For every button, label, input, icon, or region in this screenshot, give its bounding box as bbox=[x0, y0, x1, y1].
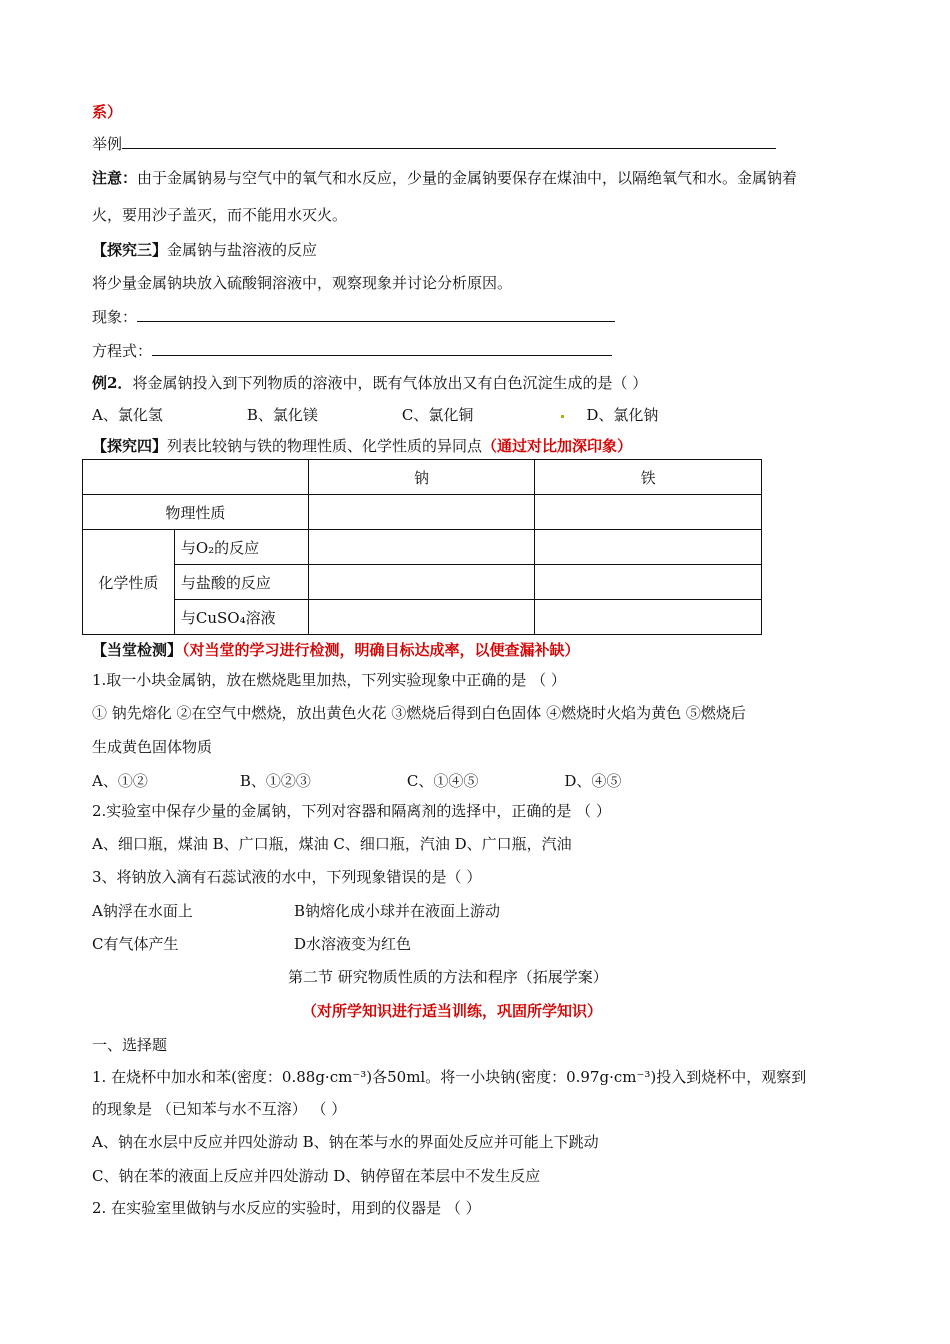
check-q1-option-a: A、①② bbox=[92, 772, 148, 790]
check-q1-option-c: C、①④⑤ bbox=[406, 772, 479, 790]
explore4-title bbox=[92, 436, 632, 456]
section2-q1-line2: 的现象是 （已知苯与水不互溶） （ ） bbox=[92, 1100, 347, 1118]
table-header-fe: 铁 bbox=[535, 460, 762, 495]
table-cell-fe-hcl[interactable] bbox=[535, 565, 762, 600]
check-q2-options: A、细口瓶，煤油 B、广口瓶，煤油 C、细口瓶，汽油 D、广口瓶，汽油 bbox=[92, 835, 572, 853]
note-text-1: 由于金属钠易与空气中的氧气和水反应，少量的金属钠要保存在煤油中，以隔绝氧气和水。金属钠着 bbox=[137, 169, 798, 187]
explore3-title-text: 金属钠与盐溶液的反应 bbox=[167, 241, 318, 259]
table-cell-fe-o2[interactable] bbox=[535, 530, 762, 565]
table-header-row bbox=[83, 460, 762, 495]
section2-title: 第二节 研究物质性质的方法和程序（拓展学案） bbox=[288, 968, 608, 986]
table-row-o2 bbox=[83, 530, 762, 565]
decorative-dot bbox=[561, 415, 564, 418]
example2-option-a: A、氯化氢 bbox=[92, 406, 163, 424]
phenomenon-label: 现象： bbox=[92, 308, 138, 326]
check-q3-option-a: A钠浮在水面上 bbox=[92, 902, 193, 920]
table-cell-na-hcl[interactable] bbox=[308, 565, 535, 600]
check-q1-option-b: B、①②③ bbox=[239, 772, 311, 790]
explore3-title bbox=[92, 240, 317, 260]
note-line-1 bbox=[92, 168, 797, 188]
check-q1-option-d: D、④⑤ bbox=[564, 772, 622, 790]
example2-option-b: B、氯化镁 bbox=[246, 406, 318, 424]
example-label: 举例 bbox=[92, 135, 123, 153]
example2-option-d: D、氯化钠 bbox=[586, 406, 659, 424]
table-o2-label: 与O₂的反应 bbox=[174, 530, 308, 565]
example-line bbox=[92, 134, 776, 154]
check-q3-option-d: D水溶液变为红色 bbox=[294, 935, 412, 953]
table-cuso4-label: 与CuSO₄溶液 bbox=[174, 600, 308, 635]
table-cell-na-physical[interactable] bbox=[308, 495, 535, 530]
check-q3-ab bbox=[92, 901, 500, 921]
table-hcl-label: 与盐酸的反应 bbox=[174, 565, 308, 600]
section2-subtitle: （对所学知识进行适当训练，巩固所学知识） bbox=[302, 1002, 603, 1020]
table-chemical-label: 化学性质 bbox=[83, 530, 175, 635]
check-q1-items-1: ① 钠先熔化 ②在空气中燃烧，放出黄色火花 ③燃烧后得到白色固体 ④燃烧时火焰为黄色 ⑤燃烧后 bbox=[92, 704, 746, 722]
check-q3-cd bbox=[92, 934, 411, 954]
section2-q1-options-2: C、钠在苯的液面上反应并四处游动 D、钠停留在苯层中不发生反应 bbox=[92, 1167, 541, 1185]
explore4-title-text: 列表比较钠与铁的物理性质、化学性质的异同点 bbox=[167, 437, 483, 455]
check-title bbox=[92, 640, 580, 660]
equation-label: 方程式： bbox=[92, 342, 153, 360]
phenomenon-blank[interactable] bbox=[137, 307, 615, 322]
example2-option-c: C、氯化铜 bbox=[401, 406, 474, 424]
section2-q1-line1: 1. 在烧杯中加水和苯(密度：0.88g·cm⁻³)各50ml。将一小块钠(密度：0.97g·cm⁻³)投入到烧杯中，观察到 bbox=[92, 1068, 807, 1086]
equation-blank[interactable] bbox=[152, 341, 612, 356]
table-physical-label: 物理性质 bbox=[83, 495, 309, 530]
check-note: （对当堂的学习进行检测，明确目标达成率，以便查漏补缺） bbox=[182, 641, 580, 659]
table-cell-na-cuso4[interactable] bbox=[308, 600, 535, 635]
explore3-bracket: 【探究三】 bbox=[92, 241, 168, 259]
check-q3: 3、将钠放入滴有石蕊试液的水中，下列现象错误的是（ ） bbox=[92, 868, 482, 886]
section2-q2: 2. 在实验室里做钠与水反应的实验时，用到的仪器是 （ ） bbox=[92, 1199, 481, 1217]
check-q3-option-c: C有气体产生 bbox=[92, 935, 179, 953]
table-header-na: 钠 bbox=[308, 460, 535, 495]
table-corner-cell bbox=[83, 460, 309, 495]
section2-q1-options-1: A、钠在水层中反应并四处游动 B、钠在苯与水的界面处反应并可能上下跳动 bbox=[92, 1133, 599, 1151]
heading-continuation: 系） bbox=[92, 103, 123, 121]
example2-options bbox=[92, 405, 658, 425]
explore4-bracket: 【探究四】 bbox=[92, 437, 168, 455]
comparison-table bbox=[82, 459, 762, 635]
table-row-cuso4 bbox=[83, 600, 762, 635]
equation-line bbox=[92, 341, 612, 361]
note-label: 注意： bbox=[92, 169, 138, 187]
check-bracket: 【当堂检测】 bbox=[92, 641, 183, 659]
table-row-physical bbox=[83, 495, 762, 530]
phenomenon-line bbox=[92, 307, 615, 327]
section2-part1: 一、选择题 bbox=[92, 1036, 168, 1054]
table-cell-na-o2[interactable] bbox=[308, 530, 535, 565]
check-q1-options bbox=[92, 771, 621, 791]
check-q3-option-b: B钠熔化成小球并在液面上游动 bbox=[294, 902, 501, 920]
table-cell-fe-cuso4[interactable] bbox=[535, 600, 762, 635]
check-q1: 1.取一小块金属钠，放在燃烧匙里加热，下列实验现象中正确的是 （ ） bbox=[92, 671, 566, 689]
explore4-note: （通过对比加深印象） bbox=[482, 437, 633, 455]
check-q2: 2.实验室中保存少量的金属钠，下列对容器和隔离剂的选择中，正确的是 （ ） bbox=[92, 802, 611, 820]
note-line-2: 火，要用沙子盖灭，而不能用水灭火。 bbox=[92, 206, 348, 224]
table-row-hcl bbox=[83, 565, 762, 600]
example2-question bbox=[92, 373, 647, 393]
explore3-instruction: 将少量金属钠块放入硫酸铜溶液中，观察现象并讨论分析原因。 bbox=[92, 274, 513, 292]
example2-label: 例2． bbox=[92, 374, 133, 392]
example2-text: 将金属钠投入到下列物质的溶液中，既有气体放出又有白色沉淀生成的是（ ） bbox=[132, 374, 648, 392]
check-q1-items-2: 生成黄色固体物质 bbox=[92, 738, 213, 756]
table-cell-fe-physical[interactable] bbox=[535, 495, 762, 530]
example-blank[interactable] bbox=[122, 134, 776, 149]
